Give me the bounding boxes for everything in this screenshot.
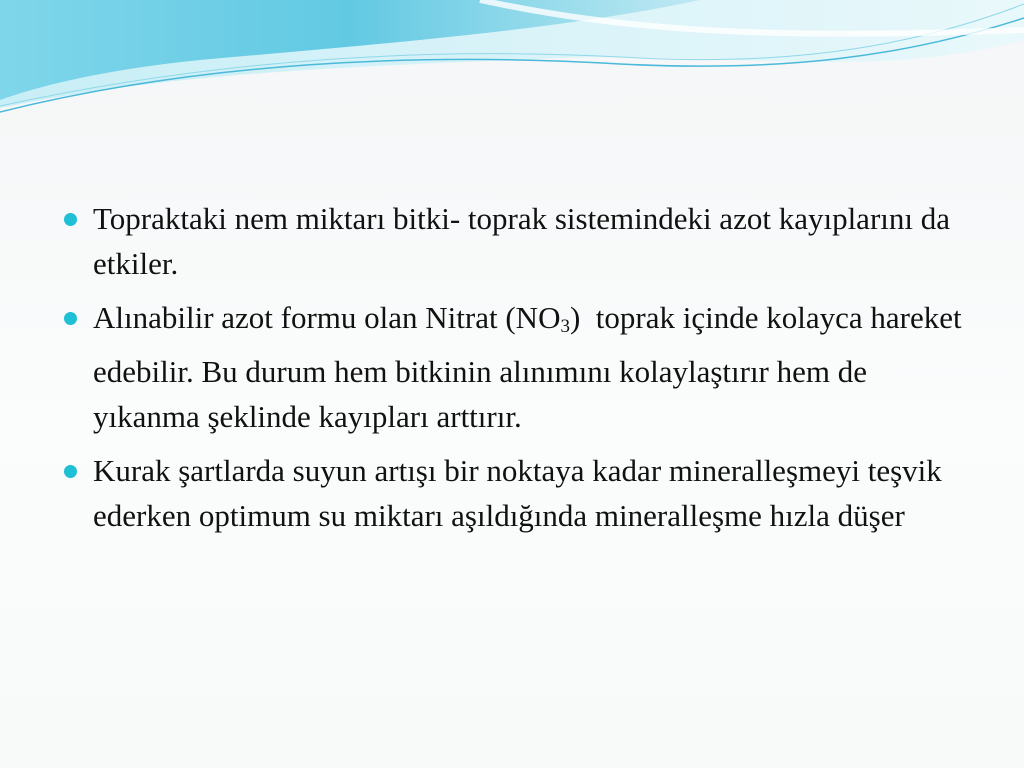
bullet-text: Topraktaki nem miktarı bitki- toprak sistemindeki azot kayıplarını da etkiler. (93, 201, 950, 281)
bullet-item-1 (62, 196, 962, 286)
bullet-text: Kurak şartlarda suyun artışı bir noktaya kadar mineralleşmeyi teşvik ederken optimum su miktarı aşıldığında mineralleşme hızla düşer (93, 453, 942, 533)
bullet-text-before: Alınabilir azot formu olan Nitrat (NO (93, 300, 561, 335)
bullet-dot-icon (64, 213, 77, 226)
bullet-item-2 (62, 295, 970, 439)
bullet-dot-icon (64, 465, 77, 478)
bullet-text-after: ) toprak içinde kolayca hareket edebilir. Bu durum hem bitkinin alınımını kolaylaştırır hem de yıkanma şeklinde kayıpları arttırır. (93, 300, 970, 434)
subscript-number: 3 (560, 316, 570, 337)
decorative-wave-header (0, 0, 1024, 130)
bullet-list (62, 196, 970, 547)
bullet-dot-icon (64, 312, 77, 325)
bullet-item-3 (62, 448, 962, 538)
